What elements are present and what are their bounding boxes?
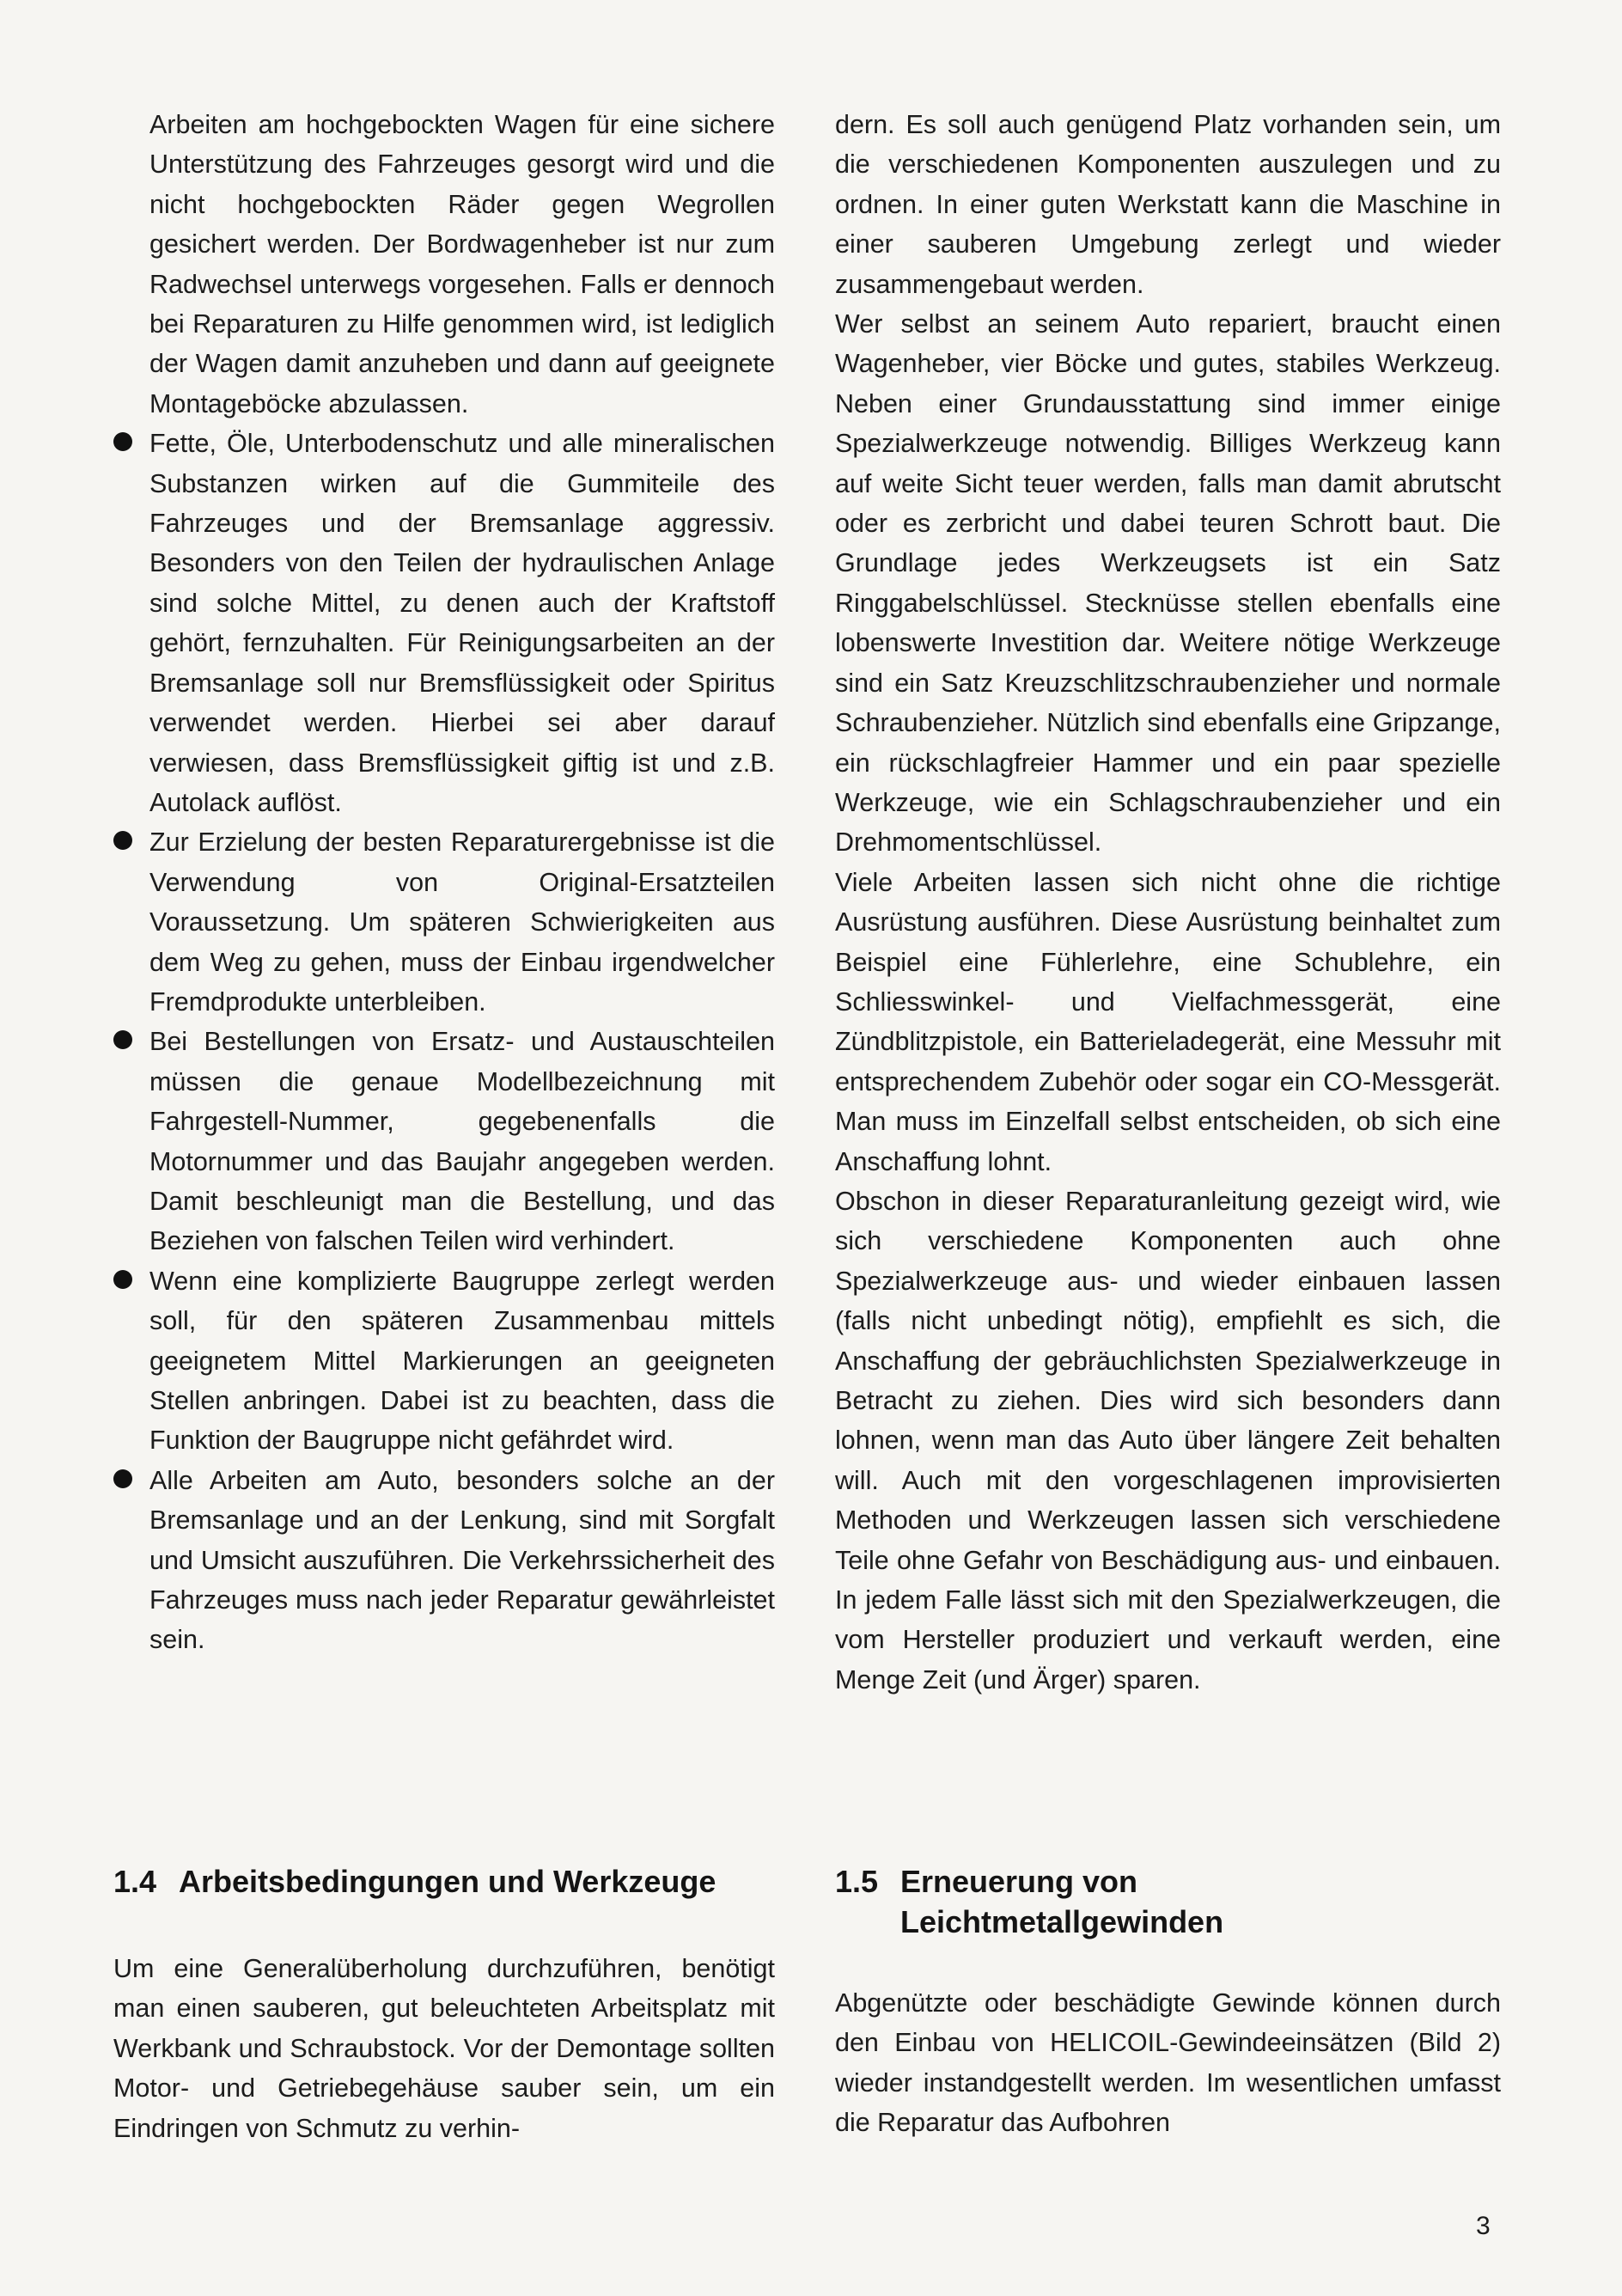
section-heading (113, 1861, 775, 1902)
body-paragraph: Wer selbst an seinem Auto repariert, braucht einen Wagenheber, vier Böcke und gutes, stabiles Werkzeug. Neben einer Grundausstattung sind immer einige Spezialwerkzeuge notwendig. Billiges Werkzeug kann auf weite Sicht teuer werden, falls man damit abrutscht oder es zerbricht und dabei teuren Schrott baut. Die Grundlage jedes Werkzeugsets ist ein Satz Ringgabelschlüssel. Stecknüsse stellen ebenfalls eine lobenswerte Investition dar. Weitere nötige Werkzeuge sind ein Satz Kreuzschlitzschraubenzieher und normale Schraubenzieher. Nützlich sind ebenfalls eine Gripzange, ein rückschlagfreier Hammer und ein paar spezielle Werkzeuge, wie ein Schlagschraubenzieher und ein Drehmomentschlüssel. (835, 309, 1501, 858)
body-paragraph: Obschon in dieser Reparaturanleitung gezeigt wird, wie sich verschiedene Komponenten auch ohne Spezialwerkzeuge aus- und wieder einbauen lassen (falls nicht unbedingt nötig), empfiehlt es sich, die Anschaffung der gebräuchlichsten Spezialwerkzeuge in Betracht zu ziehen. Dies wird sich besonders dann lohnen, wenn man das Auto über längere Zeit behalten will. Auch mit den vorgeschlagenen improvisierten Methoden und Werkzeugen lassen sich verschiedene Teile ohne Gefahr von Beschädigung aus- und einbauen. In jedem Falle lässt sich mit den Spezialwerkzeugen, die vom Hersteller produziert und verkauft werden, eine Menge Zeit (und Ärger) sparen. (835, 1186, 1501, 1695)
lead-paragraph: Arbeiten am hochgebockten Wagen für eine sichere Unterstützung des Fahrzeuges gesorgt wird und die nicht hochgebockten Räder gegen Wegrollen gesichert werden. Der Bordwagenheber ist nur zum Radwechsel unterwegs vorgesehen. Falls er dennoch bei Reparaturen zu Hilfe genommen wird, ist lediglich der Wagen damit anzuheben und dann auf geeignete Montageböcke abzulassen. (149, 110, 775, 418)
bullet-list (113, 424, 775, 1660)
page-number: 3 (1476, 2212, 1491, 2240)
bullet-item: Fette, Öle, Unterbodenschutz und alle mineralischen Substanzen wirken auf die Gummiteile des Fahrzeuges und der Bremsanlage aggressiv. Besonders von den Teilen der hydraulischen Anlage sind solche Mittel, zu denen auch der Kraftstoff gehört, fernzuhalten. Für Reinigungsarbeiten an der Bremsanlage soll nur Bremsflüssigkeit oder Spiritus verwendet werden. Hierbei sei aber darauf verwiesen, dass Bremsflüssigkeit giftig ist und z.B. Autolack auflöst. (113, 424, 775, 822)
section-heading (835, 1861, 1501, 1942)
section-1-5 (835, 1861, 1501, 2143)
bullet-dot-icon (113, 432, 132, 451)
section-number: 1.4 (113, 1864, 157, 1899)
bullet-dot-icon (113, 1469, 132, 1488)
section-title: Arbeitsbedingungen und Werkzeuge (179, 1864, 716, 1899)
bullet-dot-icon (113, 831, 132, 850)
body-paragraph: Viele Arbeiten lassen sich nicht ohne die richtige Ausrüstung ausführen. Diese Ausrüstung beinhaltet zum Beispiel eine Fühlerlehre, eine Schublehre, ein Schliesswinkel- und Vielfachmessgerät, eine Zündblitzpistole, ein Batterieladegerät, eine Messuhr mit entsprechendem Zubehör oder sogar ein CO-Messgerät. Man muss im Einzelfall selbst entscheiden, ob sich eine Anschaffung lohnt. (835, 867, 1501, 1176)
bullet-dot-icon (113, 1270, 132, 1289)
body-paragraph: dern. Es soll auch genügend Platz vorhanden sein, um die verschiedenen Komponenten auszulegen und zu ordnen. In einer guten Werkstatt kann die Maschine in einer sauberen Umgebung zerlegt und wieder zusammengebaut werden. (835, 110, 1501, 299)
left-column (113, 105, 775, 1660)
bullet-item: Alle Arbeiten am Auto, besonders solche an der Bremsanlage und an der Lenkung, sind mit Sorgfalt und Umsicht auszuführen. Die Verkehrssicherheit des Fahrzeuges muss nach jeder Reparatur gewährleistet sein. (113, 1461, 775, 1660)
bullet-item: Zur Erzielung der besten Reparaturergebnisse ist die Verwendung von Original-Ersatzteilen Voraussetzung. Um späteren Schwierigkeiten aus dem Weg zu gehen, muss der Einbau irgendwelcher Fremdprodukte unterbleiben. (113, 822, 775, 1022)
right-column (835, 105, 1501, 1700)
section-paragraph: Abgenützte oder beschädigte Gewinde können durch den Einbau von HELICOIL-Gewindeeinsätzen (Bild 2) wieder instandgestellt werden. Im wesentlichen umfasst die Reparatur das Aufbohren (835, 1988, 1501, 2138)
bullet-dot-icon (113, 1030, 132, 1049)
section-1-4 (113, 1861, 775, 2148)
section-paragraph: Um eine Generalüberholung durchzuführen, benötigt man einen sauberen, gut beleuchteten Arbeitsplatz mit Werkbank und Schraubstock. Vor der Demontage sollten Motor- und Getriebegehäuse sauber sein, um ein Eindringen von Schmutz zu verhin- (113, 1954, 775, 2143)
section-title: Erneuerung von Leichtmetallgewinden (900, 1864, 1224, 1939)
section-number: 1.5 (835, 1864, 879, 1899)
bullet-item: Wenn eine komplizierte Baugruppe zerlegt werden soll, für den späteren Zusammenbau mittels geeignetem Mittel Markierungen an geeigneten Stellen anbringen. Dabei ist zu beachten, dass die Funktion der Baugruppe nicht gefährdet wird. (113, 1261, 775, 1461)
bullet-item: Bei Bestellungen von Ersatz- und Austauschteilen müssen die genaue Modellbezeichnung mit Fahrgestell-Nummer, gegebenenfalls die Motornummer und das Baujahr angegeben werden. Damit beschleunigt man die Bestellung, und das Beziehen von falschen Teilen wird verhindert. (113, 1022, 775, 1261)
